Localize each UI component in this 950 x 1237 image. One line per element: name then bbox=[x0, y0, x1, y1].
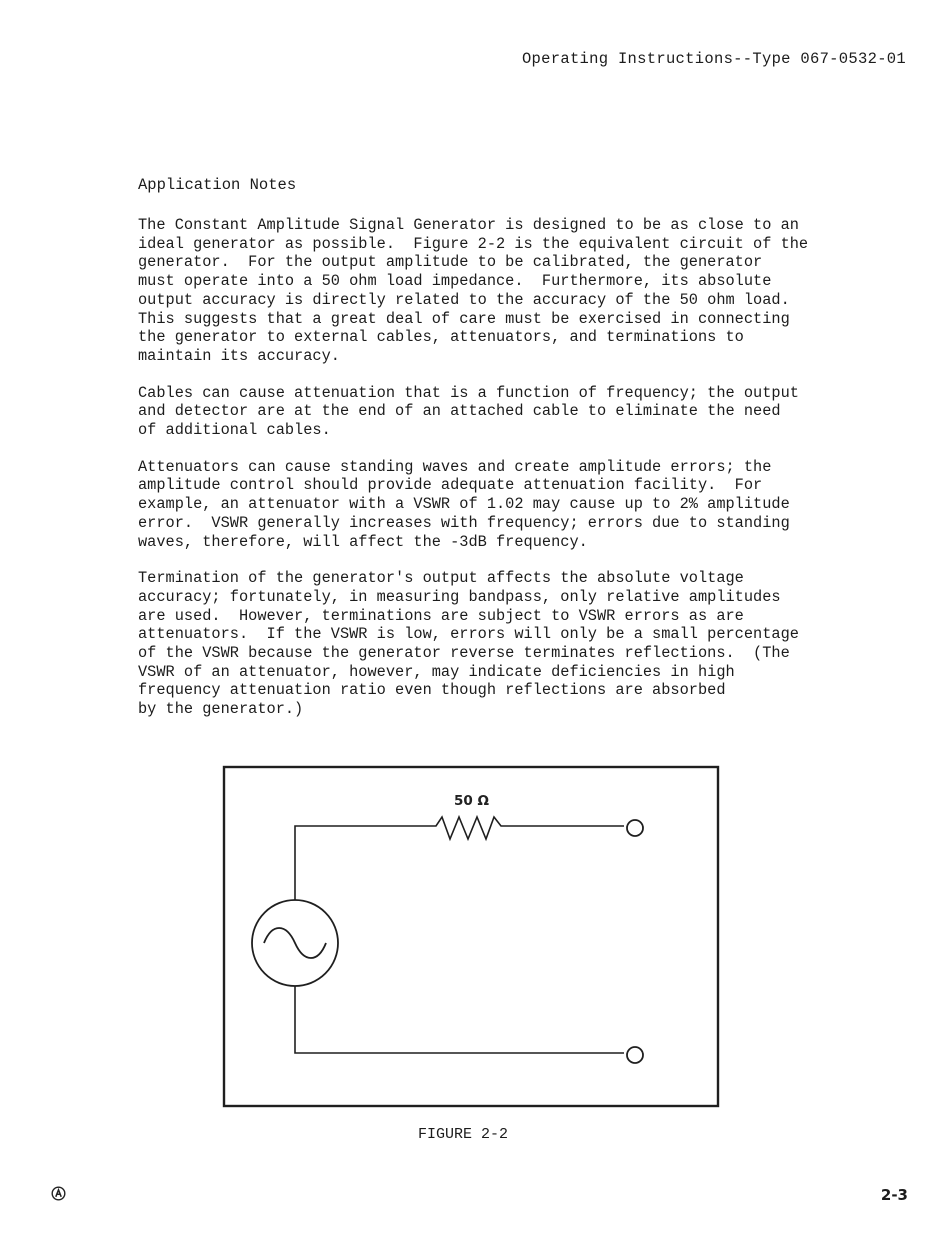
running-header: Operating Instructions--Type 067-0532-01 bbox=[521, 50, 906, 68]
terminal-icon bbox=[627, 1047, 643, 1063]
text-line: amplitude control should provide adequate attenuation facility. For bbox=[138, 476, 763, 495]
text-line: Termination of the generator's output affects the absolute voltage bbox=[138, 569, 744, 588]
text-line: generator. For the output amplitude to be calibrated, the generator bbox=[138, 253, 763, 272]
text-line: waves, therefore, will affect the -3dB frequency. bbox=[138, 532, 588, 551]
text-line: Cables can cause attenuation that is a function of frequency; the output bbox=[138, 383, 799, 402]
paragraph-3 bbox=[138, 458, 858, 552]
text-line: maintain its accuracy. bbox=[138, 346, 340, 365]
text-line: output accuracy is directly related to the accuracy of the 50 ohm load. bbox=[138, 290, 790, 309]
page-number: 2-3 bbox=[880, 1186, 908, 1204]
text-line: the generator to external cables, attenuators, and terminations to bbox=[138, 328, 744, 347]
text-line: error. VSWR generally increases with frequency; errors due to standing bbox=[138, 513, 790, 532]
text-line: and detector are at the end of an attached cable to eliminate the need bbox=[138, 402, 781, 421]
text-line: Attenuators can cause standing waves and create amplitude errors; the bbox=[138, 457, 772, 476]
text-line: must operate into a 50 ohm load impedance. Furthermore, its absolute bbox=[138, 272, 772, 291]
text-line: VSWR of an attenuator, however, may indicate deficiencies in high bbox=[138, 662, 735, 681]
resistor-label: 50 Ω bbox=[454, 793, 489, 809]
equivalent-circuit-figure bbox=[222, 765, 720, 1110]
text-line: of the VSWR because the generator reverse terminates reflections. (The bbox=[138, 644, 790, 663]
figure-frame bbox=[224, 767, 718, 1106]
text-line: The Constant Amplitude Signal Generator is designed to be as close to an bbox=[138, 216, 799, 234]
text-line: attenuators. If the VSWR is low, errors will only be a small percentage bbox=[138, 625, 799, 644]
text-line: ideal generator as possible. Figure 2-2 is the equivalent circuit of the bbox=[138, 234, 809, 253]
section-title: Application Notes bbox=[138, 176, 297, 194]
paragraph-1 bbox=[138, 216, 858, 366]
paragraph-2 bbox=[138, 384, 858, 440]
text-line: by the generator.) bbox=[138, 700, 304, 719]
text-line: frequency attenuation ratio even though reflections are absorbed bbox=[138, 681, 726, 700]
registered-a-icon bbox=[51, 1186, 66, 1201]
text-line: This suggests that a great deal of care must be exercised in connecting bbox=[138, 309, 790, 328]
body-text bbox=[138, 216, 858, 737]
terminal-icon bbox=[627, 820, 643, 836]
figure-caption: FIGURE 2-2 bbox=[418, 1126, 509, 1143]
ground-wire bbox=[295, 986, 624, 1053]
text-line: of additional cables. bbox=[138, 421, 331, 440]
circuit-diagram bbox=[222, 765, 720, 1110]
paragraph-4 bbox=[138, 569, 858, 719]
text-line: are used. However, terminations are subject to VSWR errors as are bbox=[138, 606, 744, 625]
ac-source-icon bbox=[252, 900, 338, 986]
text-line: accuracy; fortunately, in measuring bandpass, only relative amplitudes bbox=[138, 587, 781, 606]
resistor-icon bbox=[295, 817, 624, 900]
text-line: example, an attenuator with a VSWR of 1.02 may cause up to 2% amplitude bbox=[138, 495, 790, 514]
